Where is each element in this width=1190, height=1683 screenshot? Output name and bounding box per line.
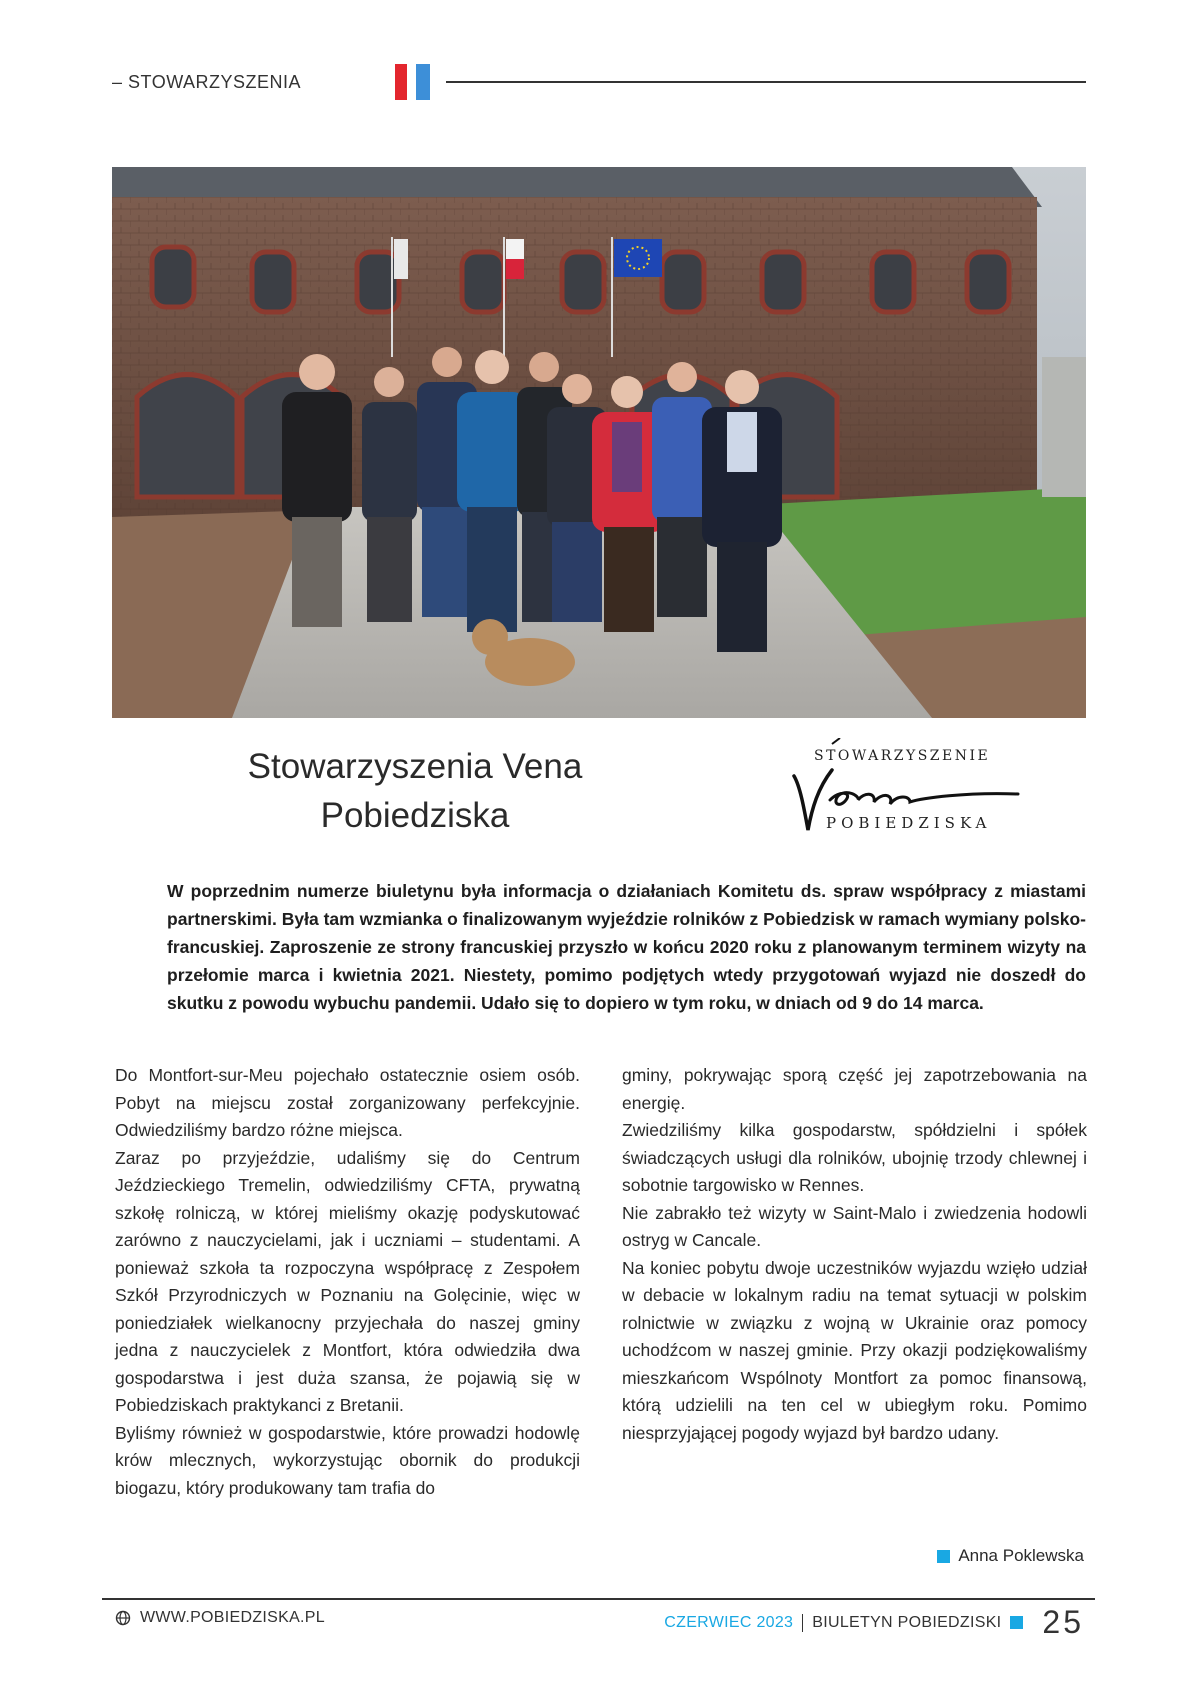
flag-red-bar [395, 64, 407, 100]
author-square-icon [937, 1550, 950, 1563]
flag-blue-bar [416, 64, 430, 100]
paragraph: Byliśmy również w gospodarstwie, które prowadzi hodowlę krów mlecznych, wykorzystując obornik do produkcji biogazu, który produkowany tam trafia do [115, 1422, 580, 1498]
footer-website[interactable] [115, 1609, 325, 1627]
footer-square-icon [1010, 1616, 1023, 1629]
issue-date: CZERWIEC 2023 [664, 1613, 794, 1631]
author-signature [937, 1546, 1084, 1566]
article-lead: W poprzednim numerze biuletynu była informacja o działaniach Komitetu ds. spraw współpracy z miastami partnerskimi. Była tam wzmianka o finalizowanym wyjeździe rolników z Pobiedzisk w ramach wymiany polsko-francuskiej. Zaproszenie ze strony francuskiej przyszło w końcu 2020 roku z planowanym terminem wizyty na przełomie marca i kwietnia 2021. Niestety, pomimo podjętych wtedy przygotowań wyjazd nie doszedł do skutku z powodu wybuchu pandemii. Udało się to dopiero w tym roku, w dniach od 9 do 14 marca. [167, 881, 1087, 1013]
vena-logo [786, 738, 1026, 838]
paragraph: Do Montfort-sur-Meu pojechało ostatecznie osiem osób. Pobyt na miejscu został zorganizowany perfekcyjnie. Odwiedziliśmy bardzo różne miejsca. [115, 1065, 580, 1140]
logo-top-text: STOWARZYSZENIE [814, 748, 991, 764]
section-label: – STOWARZYSZENIA [112, 72, 302, 92]
article-title [200, 742, 630, 840]
page-number: 25 [1042, 1604, 1084, 1640]
globe-icon [115, 1610, 131, 1626]
paragraph: Na koniec pobytu dwoje uczestników wyjazdu wzięło udział w debacie w lokalnym radiu na temat sytuacji w polskim rolnictwie w związku z wojną w Ukrainie oraz pomocy uchodźcom w naszej gminie. Przy okazji podziękowaliśmy mieszkańcom Wspólnoty Montfort za pomoc finansową, którą udzielili na ten cel w ubiegłym roku. Pomimo niesprzyjającej pogody wyjazd był bardzo udany. [622, 1257, 1087, 1443]
website-link[interactable]: WWW.POBIEDZISKA.PL [140, 1609, 325, 1626]
paragraph: Nie zabrakło też wizyty w Saint-Malo i zwiedzenia hodowli ostryg w Cancale. [622, 1202, 1087, 1250]
group-photo [112, 167, 1086, 718]
article-left-column [115, 1062, 580, 1502]
footer-separator [802, 1614, 803, 1632]
paragraph: Zaraz po przyjeździe, udaliśmy się do Centrum Jeździeckiego Tremelin, odwiedziliśmy CFTA, prywatną szkołę rolniczą, w której mieliśmy okazję podyskutować zarówno z nauczycielami, jak i uczniami – studentami. A ponieważ szkoła ta rozpoczyna współpracę z Zespołem Szkół Przyrodniczych w Poznaniu na Golęcinie, więc w poniedziałek wielkanocny przyjechała do naszej gminy jedna z nauczycielek z Montfort, która odwiedziła dwa gospodarstwa i jest duża szansa, że pojawią się w Pobiedziskach praktykanci z Bretanii. [115, 1147, 580, 1415]
article-right-column [622, 1062, 1087, 1447]
footer-right [664, 1604, 1084, 1641]
author-name: Anna Poklewska [958, 1546, 1084, 1565]
footer-divider [102, 1598, 1095, 1600]
logo-bottom-text: POBIEDZISKA [826, 814, 992, 832]
header-divider [446, 81, 1086, 83]
article-title-line1: Stowarzyszenia Vena [247, 747, 583, 786]
publication-name: BIULETYN POBIEDZISKI [812, 1613, 1002, 1631]
paragraph: Zwiedziliśmy kilka gospodarstw, spółdzielni i spółek świadczących usługi dla rolników, ubojnię trzody chlewnej i sobotnie targowisko w Rennes. [622, 1120, 1087, 1195]
article-title-line2: Pobiedziska [320, 796, 510, 835]
paragraph: gminy, pokrywając sporą część jej zapotrzebowania na energię. [622, 1065, 1087, 1113]
